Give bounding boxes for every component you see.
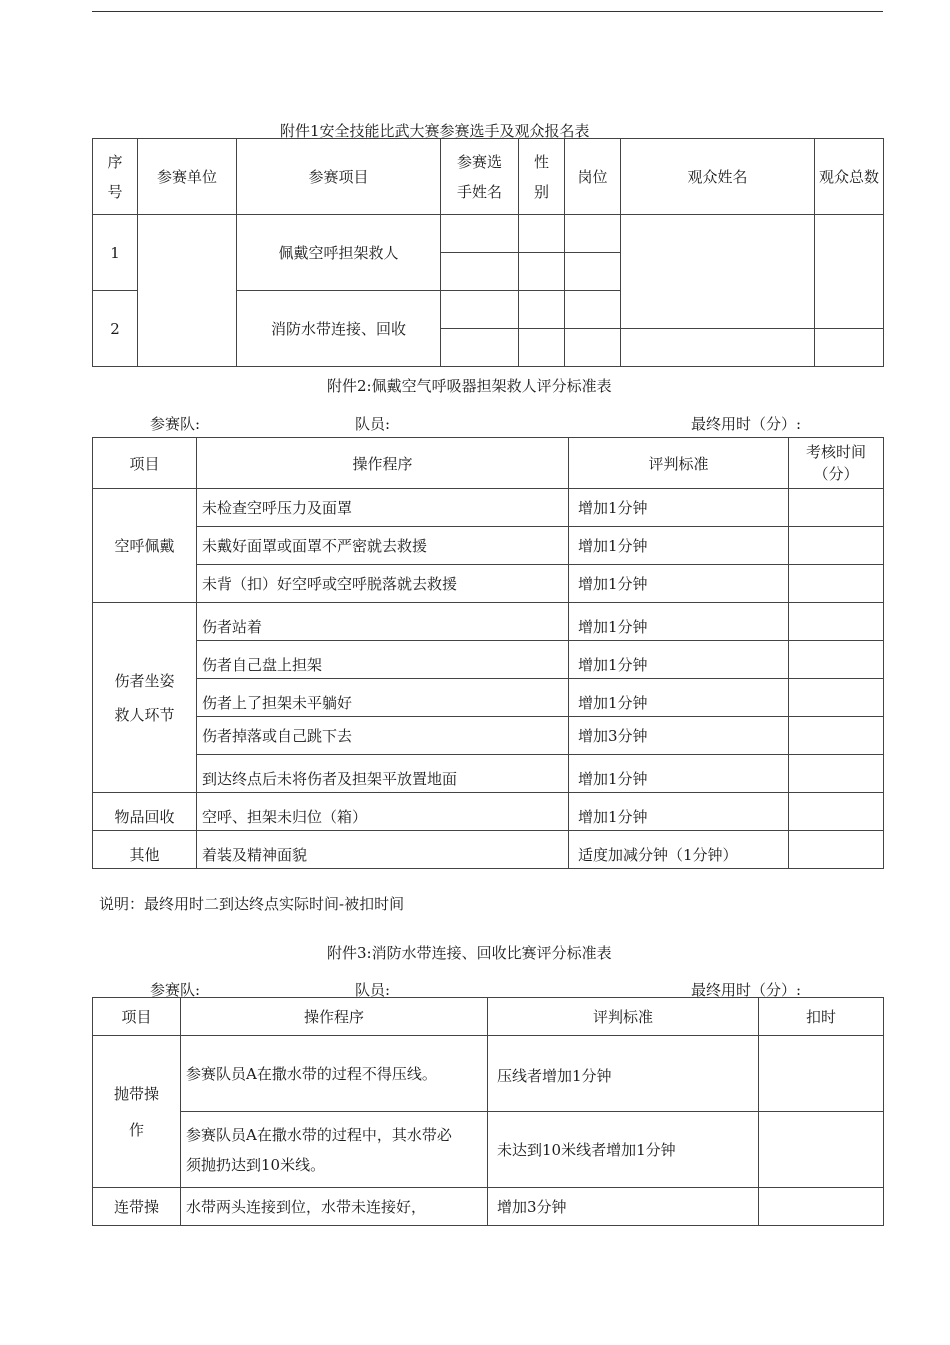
procedure-cell: 伤者上了担架未平躺好 <box>197 679 569 717</box>
table-row <box>93 565 884 603</box>
table2-title: 附件2:佩戴空气呼吸器担架救人评分标准表 <box>327 377 612 395</box>
header-player-name: 参赛选 手姓名 <box>441 139 519 215</box>
standard-cell: 增加1分钟 <box>569 755 789 793</box>
table-row <box>93 215 884 253</box>
header-standard: 评判标准 <box>488 998 759 1036</box>
cell <box>441 215 519 253</box>
table-row <box>93 755 884 793</box>
row-number: 1 <box>93 215 138 291</box>
unit-cell <box>138 215 237 367</box>
table-row <box>93 1036 884 1112</box>
header-procedure: 操作程序 <box>197 438 569 489</box>
table-row <box>93 489 884 527</box>
cell <box>441 291 519 329</box>
standard-cell: 增加3分钟 <box>569 717 789 755</box>
cell <box>565 215 621 253</box>
table-row <box>93 1188 884 1226</box>
procedure-cell: 未检查空呼压力及面罩 <box>197 489 569 527</box>
item-cell: 伤者坐姿 救人环节 <box>93 603 197 793</box>
header-project: 参赛项目 <box>237 139 441 215</box>
standard-cell: 增加1分钟 <box>569 603 789 641</box>
procedure-cell: 参赛队员A在撒水带的过程中，其水带必 须抛扔达到10米线。 <box>181 1112 488 1188</box>
procedure-cell: 伤者站着 <box>197 603 569 641</box>
cell <box>789 717 884 755</box>
note: 说明：最终用时二到达终点实际时间-被扣时间 <box>99 895 405 913</box>
table-row <box>93 831 884 869</box>
table-row <box>93 679 884 717</box>
table3-header-row <box>93 998 884 1036</box>
standard-cell: 增加1分钟 <box>569 489 789 527</box>
hose-connection-scoring-table <box>92 997 884 1226</box>
header-seq: 序 号 <box>93 139 138 215</box>
standard-cell: 增加1分钟 <box>569 527 789 565</box>
item-cell: 空呼佩戴 <box>93 489 197 603</box>
header-procedure: 操作程序 <box>181 998 488 1036</box>
cell <box>789 641 884 679</box>
cell <box>519 253 565 291</box>
stretcher-rescue-scoring-table <box>92 437 884 869</box>
project-cell: 消防水带连接、回收 <box>237 291 441 367</box>
table-row <box>93 793 884 831</box>
procedure-cell: 未背（扣）好空呼或空呼脱落就去救援 <box>197 565 569 603</box>
member-label: 队员: <box>355 981 391 999</box>
final-time-label: 最终用时（分）: <box>691 415 802 433</box>
procedure-cell: 伤者自己盘上担架 <box>197 641 569 679</box>
standard-cell: 增加1分钟 <box>569 641 789 679</box>
item-cell: 连带操 <box>93 1188 181 1226</box>
cell <box>789 679 884 717</box>
table-row <box>93 1112 884 1188</box>
standard-cell: 适度加减分钟（1分钟） <box>569 831 789 869</box>
header-item: 项目 <box>93 438 197 489</box>
procedure-cell: 空呼、担架未归位（箱） <box>197 793 569 831</box>
standard-cell: 增加1分钟 <box>569 793 789 831</box>
cell <box>441 253 519 291</box>
item-cell: 物品回收 <box>93 793 197 831</box>
standard-cell: 增加1分钟 <box>569 679 789 717</box>
header-item: 项目 <box>93 998 181 1036</box>
table1-title: 附件1安全技能比武大赛参赛选手及观众报名表 <box>280 122 590 140</box>
standard-cell: 增加3分钟 <box>488 1188 759 1226</box>
cell <box>441 329 519 367</box>
row-number: 2 <box>93 291 138 367</box>
cell <box>759 1188 884 1226</box>
cell <box>565 329 621 367</box>
header-audience-name: 观众姓名 <box>621 139 815 215</box>
cell <box>759 1112 884 1188</box>
standard-cell: 增加1分钟 <box>569 565 789 603</box>
cell <box>789 755 884 793</box>
cell <box>815 329 884 367</box>
standard-cell: 未达到10米线者增加1分钟 <box>488 1112 759 1188</box>
team-label: 参赛队: <box>150 981 201 999</box>
procedure-cell: 水带两头连接到位，水带未连接好， <box>181 1188 488 1226</box>
cell <box>519 291 565 329</box>
header-audience-total: 观众总数 <box>815 139 884 215</box>
table-row <box>93 717 884 755</box>
cell <box>621 329 815 367</box>
header-gender: 性 别 <box>519 139 565 215</box>
cell <box>519 215 565 253</box>
header-standard: 评判标准 <box>569 438 789 489</box>
cell <box>789 603 884 641</box>
cell <box>565 253 621 291</box>
procedure-cell: 伤者掉落或自己跳下去 <box>197 717 569 755</box>
item-cell: 其他 <box>93 831 197 869</box>
registration-table <box>92 138 884 367</box>
final-time-label: 最终用时（分）: <box>691 981 802 999</box>
cell <box>789 565 884 603</box>
cell <box>789 831 884 869</box>
cell <box>519 329 565 367</box>
cell <box>565 291 621 329</box>
procedure-cell: 着装及精神面貌 <box>197 831 569 869</box>
standard-cell: 压线者增加1分钟 <box>488 1036 759 1112</box>
member-label: 队员: <box>355 415 391 433</box>
audience-total-cell <box>815 215 884 329</box>
table-row <box>93 603 884 641</box>
top-rule <box>92 11 883 12</box>
audience-name-cell <box>621 215 815 329</box>
table1-header-row <box>93 139 884 215</box>
item-cell: 抛带操 作 <box>93 1036 181 1188</box>
procedure-cell: 未戴好面罩或面罩不严密就去救援 <box>197 527 569 565</box>
cell <box>789 527 884 565</box>
team-label: 参赛队: <box>150 415 201 433</box>
header-unit: 参赛单位 <box>138 139 237 215</box>
cell <box>789 793 884 831</box>
table-row <box>93 527 884 565</box>
project-cell: 佩戴空呼担架救人 <box>237 215 441 291</box>
table-row <box>93 641 884 679</box>
cell <box>759 1036 884 1112</box>
procedure-cell: 到达终点后未将伤者及担架平放置地面 <box>197 755 569 793</box>
cell <box>789 489 884 527</box>
header-post: 岗位 <box>565 139 621 215</box>
header-assessment-time: 考核时间 （分） <box>789 438 884 489</box>
procedure-cell: 参赛队员A在撒水带的过程不得压线。 <box>181 1036 488 1112</box>
table3-title: 附件3:消防水带连接、回收比赛评分标准表 <box>327 944 612 962</box>
header-deduct-time: 扣时 <box>759 998 884 1036</box>
table2-header-row <box>93 438 884 489</box>
